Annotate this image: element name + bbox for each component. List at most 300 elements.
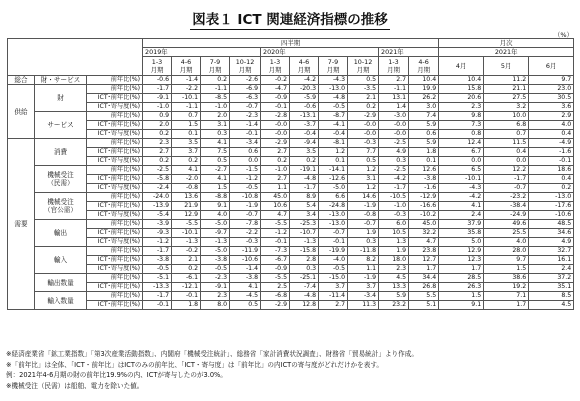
value-cell: 0.0 [484,157,529,166]
value-cell: 3.4 [290,211,319,220]
footnote: 例：2021年4-6月期の財の前年比19.9%の内、ICTが寄与したのが3.0%。 [6,371,227,379]
value-cell: -0.7 [348,220,379,229]
value-cell: 3.7 [172,148,201,157]
table-row [8,76,574,85]
value-cell: -13.0 [529,193,574,202]
value-cell: -2.2 [172,85,201,94]
value-cell: -1.7 [143,292,172,301]
value-cell: -14.1 [319,166,348,175]
value-cell: 0.2 [172,265,201,274]
value-cell: 0.2 [143,157,172,166]
value-cell: 12.8 [290,301,319,310]
value-cell: 34.6 [529,229,574,238]
value-cell: 7.3 [439,121,484,130]
value-cell: 26.2 [409,94,439,103]
value-cell: -0.2 [261,76,290,85]
value-cell: 5.9 [409,139,439,148]
value-cell: 5.1 [409,301,439,310]
value-cell: 1.2 [348,166,379,175]
value-cell: -20.3 [290,85,319,94]
value-cell: 0.2 [529,184,574,193]
value-cell: 0.4 [529,175,574,184]
value-cell: -2.9 [261,301,290,310]
value-cell: -10.1 [172,229,201,238]
value-cell: -7.8 [230,220,261,229]
table-row [8,265,574,274]
value-cell: 1.7 [409,265,439,274]
value-cell: 0.5 [348,76,379,85]
value-cell: -0.1 [230,130,261,139]
value-cell: -0.0 [261,130,290,139]
value-cell: -16.6 [409,202,439,211]
table-row [8,184,574,193]
table-row [8,94,574,103]
value-cell: 3.7 [348,283,379,292]
value-cell: 0.1 [409,157,439,166]
header-period: 1-3 月期 [143,57,172,76]
value-cell: 10.5 [379,229,409,238]
footnote: ※機械受注（民需）は船舶、電力を除いた値。 [6,381,144,390]
value-cell: 27.5 [484,94,529,103]
value-cell: -8.5 [201,94,230,103]
value-cell: 7.4 [409,112,439,121]
value-cell: -4.3 [319,76,348,85]
value-cell: 28.5 [439,274,484,283]
value-cell: 0.3 [201,130,230,139]
value-cell: 0.1 [319,157,348,166]
value-cell: -0.3 [230,238,261,247]
value-cell: 8.2 [348,256,379,265]
value-cell: -4.9 [529,139,574,148]
value-cell: -0.1 [143,301,172,310]
value-cell: -1.6 [529,148,574,157]
value-cell: 1.5 [484,265,529,274]
table-row [8,238,574,247]
value-cell: 13.1 [379,94,409,103]
value-cell: 8.5 [529,292,574,301]
row-measure: 前年比(%) [87,139,143,148]
value-cell: -5.9 [290,94,319,103]
value-cell: -1.3 [172,238,201,247]
value-cell: -2.6 [230,76,261,85]
value-cell: -3.5 [348,85,379,94]
row-measure: ICT･寄与度(%) [87,157,143,166]
value-cell: -2.5 [379,139,409,148]
row-item: 財 [35,85,87,112]
value-cell: -10.6 [529,211,574,220]
value-cell: -10.2 [409,211,439,220]
value-cell: 4.1 [201,175,230,184]
row-measure: ICT･前年比(%) [87,148,143,157]
table-row [8,193,574,202]
header-year: 2021年 [379,48,439,57]
value-cell: 8.9 [290,193,319,202]
value-cell: -1.9 [348,202,379,211]
value-cell: -1.9 [230,202,261,211]
value-cell: -0.0 [348,130,379,139]
value-cell: -8.1 [319,139,348,148]
header-period: 4-6 月期 [290,57,319,76]
row-measure: 前年比(%) [87,85,143,94]
value-cell: -6.7 [261,256,290,265]
value-cell: 10.4 [409,76,439,85]
value-cell: 48.5 [529,220,574,229]
row-measure: ICT･前年比(%) [87,94,143,103]
value-cell: 4.5 [379,274,409,283]
value-cell: -17.6 [529,202,574,211]
value-cell: -0.5 [143,265,172,274]
value-cell: -0.1 [529,157,574,166]
value-cell: -24.0 [143,193,172,202]
value-cell: 4.1 [172,166,201,175]
row-measure: 前年比(%) [87,76,143,85]
table-row [8,211,574,220]
value-cell: -6.9 [230,85,261,94]
value-cell: -5.0 [319,184,348,193]
value-cell: -2.0 [172,175,201,184]
table-row [8,247,574,256]
value-cell: 0.7 [484,130,529,139]
table-row [8,292,574,301]
value-cell: -4.1 [319,121,348,130]
value-cell: 26.3 [439,283,484,292]
value-cell: 49.6 [484,220,529,229]
value-cell: 2.3 [201,292,230,301]
value-cell: -13.3 [143,283,172,292]
value-cell: 0.5 [201,157,230,166]
value-cell: -1.3 [201,238,230,247]
value-cell: 26.8 [409,283,439,292]
value-cell: -9.4 [290,139,319,148]
value-cell: -15.8 [290,247,319,256]
value-cell: 1.2 [348,184,379,193]
value-cell: -1.7 [143,85,172,94]
value-cell: 4.0 [484,238,529,247]
value-cell: 5.4 [290,202,319,211]
value-cell: -0.0 [379,121,409,130]
value-cell: -12.6 [319,175,348,184]
value-cell: -1.7 [143,247,172,256]
value-cell: -13.1 [290,112,319,121]
value-cell: -2.4 [143,184,172,193]
row-measure: ICT･前年比(%) [87,175,143,184]
table-row [8,256,574,265]
value-cell: -0.1 [319,238,348,247]
value-cell: -5.4 [143,211,172,220]
value-cell: 1.5 [172,121,201,130]
value-cell: -1.4 [230,265,261,274]
value-cell: 2.7 [261,148,290,157]
value-cell: -2.3 [230,112,261,121]
value-cell: 0.8 [439,130,484,139]
value-cell: -1.4 [172,76,201,85]
row-measure: 前年比(%) [87,193,143,202]
row-group: 需要 [8,139,35,310]
value-cell: -23.2 [484,193,529,202]
value-cell: -1.5 [230,166,261,175]
value-cell: -10.5 [379,193,409,202]
value-cell: -3.8 [409,175,439,184]
row-measure: ICT･前年比(%) [87,256,143,265]
value-cell: 4.1 [230,283,261,292]
value-cell: 2.4 [439,211,484,220]
value-cell: -0.1 [172,292,201,301]
value-cell: 2.3 [143,139,172,148]
value-cell: 2.8 [290,256,319,265]
row-item: 輸入数量 [35,292,87,310]
value-cell: -9.1 [143,94,172,103]
header-quarterly: 四半期 [143,39,439,48]
row-measure: 前年比(%) [87,274,143,283]
row-item: 財・サービス [35,76,87,85]
value-cell: -1.1 [172,103,201,112]
value-cell: -6.1 [172,274,201,283]
value-cell: 4.7 [409,238,439,247]
value-cell: -8.8 [201,193,230,202]
footnotes [6,349,572,391]
value-cell: -12.1 [172,283,201,292]
value-cell: 10.4 [439,76,484,85]
value-cell: 2.5 [261,283,290,292]
value-cell: 2.1 [172,256,201,265]
value-cell: 4.0 [529,121,574,130]
value-cell: 12.7 [409,256,439,265]
value-cell: -0.4 [319,130,348,139]
footnote: ※「前年比」は全体、「ICT・前年比」はICTのみの前年比、「ICT・寄与度」は「前年比」の内ICTの寄与度がどれだけかを表す。 [6,360,383,369]
value-cell: -1.3 [290,238,319,247]
value-cell: -1.7 [484,175,529,184]
value-cell: -24.8 [319,202,348,211]
value-cell: -0.1 [261,238,290,247]
value-cell: -8.7 [319,112,348,121]
value-cell: -1.0 [201,103,230,112]
value-cell: -1.7 [379,184,409,193]
value-cell: 1.4 [379,103,409,112]
header-period: 4-6 月期 [409,57,439,76]
value-cell: -3.9 [143,220,172,229]
value-cell: 5.0 [439,238,484,247]
value-cell: 6.7 [439,148,484,157]
value-cell: 2.4 [529,265,574,274]
value-cell: 9.1 [201,202,230,211]
value-cell: -0.3 [379,211,409,220]
value-cell: -0.0 [348,121,379,130]
value-cell: 4.7 [261,211,290,220]
value-cell: -4.5 [230,292,261,301]
value-cell: 0.0 [439,157,484,166]
value-cell: -0.5 [201,265,230,274]
value-cell: -1.0 [261,166,290,175]
value-cell: 4.9 [529,238,574,247]
value-cell: -7.3 [261,247,290,256]
value-cell: 5.9 [379,292,409,301]
header-corner [8,39,143,76]
value-cell: -11.9 [230,247,261,256]
value-cell: -10.7 [290,229,319,238]
value-cell: 37.9 [439,220,484,229]
header-month: 5月 [484,57,529,76]
value-cell: 1.9 [379,247,409,256]
value-cell: 4.9 [379,148,409,157]
value-cell: 12.3 [439,256,484,265]
value-cell: -15.0 [319,274,348,283]
value-cell: -0.0 [379,130,409,139]
row-measure: ICT･寄与度(%) [87,238,143,247]
value-cell: 0.2 [172,157,201,166]
value-cell: -1.0 [379,202,409,211]
header-year: 2021年 [439,48,574,57]
value-cell: 2.9 [529,112,574,121]
value-cell: -0.6 [143,76,172,85]
header-month: 4月 [439,57,484,76]
table-row [8,274,574,283]
value-cell: 0.2 [143,130,172,139]
value-cell: -6.3 [230,94,261,103]
value-cell: 23.2 [379,301,409,310]
value-cell: -10.8 [230,193,261,202]
value-cell: 2.7 [319,301,348,310]
value-cell: 0.5 [348,157,379,166]
value-cell: -5.8 [143,175,172,184]
row-measure: ICT･寄与度(%) [87,265,143,274]
value-cell: 6.6 [319,193,348,202]
value-cell: 19.9 [409,85,439,94]
header-period: 4-6 月期 [172,57,201,76]
table-row [8,112,574,121]
value-cell: 37.2 [529,274,574,283]
value-cell: 20.6 [439,94,484,103]
value-cell: -0.4 [290,130,319,139]
value-cell: -24.9 [484,211,529,220]
value-cell: 35.1 [529,283,574,292]
value-cell: -13.0 [319,85,348,94]
value-cell: 2.1 [348,94,379,103]
value-cell: 3.5 [172,139,201,148]
row-item: 機械受注 （民需） [35,166,87,193]
value-cell: 12.9 [439,247,484,256]
value-cell: -3.0 [379,112,409,121]
value-cell: 13.6 [172,193,201,202]
value-cell: 12.4 [439,139,484,148]
value-cell: 0.1 [172,130,201,139]
value-cell: 3.0 [409,103,439,112]
row-item: 機械受注 （官公需） [35,193,87,220]
value-cell: -0.6 [290,103,319,112]
value-cell: 4.0 [201,211,230,220]
row-item: 輸出 [35,220,87,247]
value-cell: -1.1 [379,85,409,94]
value-cell: -0.2 [172,247,201,256]
value-cell: -6.8 [261,292,290,301]
value-cell: 16.1 [529,256,574,265]
value-cell: -11.8 [348,247,379,256]
value-cell: 0.0 [230,157,261,166]
value-cell: -3.8 [143,256,172,265]
value-cell: -5.5 [261,274,290,283]
value-cell: 0.4 [484,148,529,157]
value-cell: 0.3 [379,157,409,166]
footnote: ※経済産業省「鉱工業指数」「第3次産業活動指数」、内閣府「機械受注統計」、総務省「家計消費状況調査」、財務省「貿易統計」より作成。 [6,350,418,358]
value-cell: 3.5 [290,148,319,157]
value-cell: 15.8 [439,85,484,94]
row-item: 輸出数量 [35,274,87,292]
value-cell: 0.6 [409,130,439,139]
value-cell: 38.6 [484,274,529,283]
value-cell: 9.7 [529,76,574,85]
value-cell: -4.7 [261,85,290,94]
header-year: 2020年 [261,48,379,57]
value-cell: -7.4 [290,283,319,292]
value-cell: -3.4 [230,139,261,148]
value-cell: 1.3 [379,238,409,247]
value-cell: 1.9 [348,229,379,238]
table-row [8,139,574,148]
value-cell: -2.9 [348,112,379,121]
value-cell: 1.7 [484,301,529,310]
value-cell: 0.4 [529,130,574,139]
value-cell: 45.0 [409,220,439,229]
value-cell: -19.1 [290,166,319,175]
value-cell: 5.9 [409,121,439,130]
table-row [8,130,574,139]
value-cell: -5.0 [201,247,230,256]
row-group: 供給 [8,85,35,139]
table-row [8,283,574,292]
value-cell: -25.3 [290,220,319,229]
value-cell: -1.7 [290,184,319,193]
value-cell: -4.8 [290,292,319,301]
value-cell: -0.0 [261,121,290,130]
value-cell: -1.2 [230,175,261,184]
table-row [8,103,574,112]
value-cell: 2.3 [439,103,484,112]
value-cell: -3.4 [348,292,379,301]
value-cell: 8.0 [201,301,230,310]
row-measure: ICT･前年比(%) [87,229,143,238]
value-cell: 32.7 [529,247,574,256]
value-cell: -13.0 [319,220,348,229]
value-cell: 18.0 [379,256,409,265]
value-cell: -4.8 [290,175,319,184]
title-text: 図表１ ICT 関連経済指標の推移 [192,12,388,28]
indicator-grid [7,38,574,310]
value-cell: 30.5 [529,94,574,103]
value-cell: 0.2 [348,103,379,112]
row-measure: ICT･前年比(%) [87,121,143,130]
value-cell: 0.3 [348,238,379,247]
value-cell: 11.3 [348,301,379,310]
row-measure: 前年比(%) [87,112,143,121]
value-cell: -1.6 [409,184,439,193]
table-row [8,202,574,211]
value-cell: -0.9 [261,94,290,103]
value-cell: 12.9 [172,211,201,220]
value-cell: 2.7 [143,148,172,157]
value-cell: -12.9 [409,193,439,202]
row-measure: ICT･寄与度(%) [87,130,143,139]
header-period: 1-3 月期 [379,57,409,76]
header-year: 2019年 [143,48,261,57]
table-row [8,229,574,238]
value-cell: -5.5 [172,220,201,229]
value-cell: -4.8 [319,94,348,103]
value-cell: 1.8 [172,301,201,310]
value-cell: 28.0 [484,247,529,256]
value-cell: 6.8 [484,121,529,130]
value-cell: 0.2 [290,157,319,166]
value-cell: -2.7 [201,166,230,175]
value-cell: 32.2 [409,229,439,238]
